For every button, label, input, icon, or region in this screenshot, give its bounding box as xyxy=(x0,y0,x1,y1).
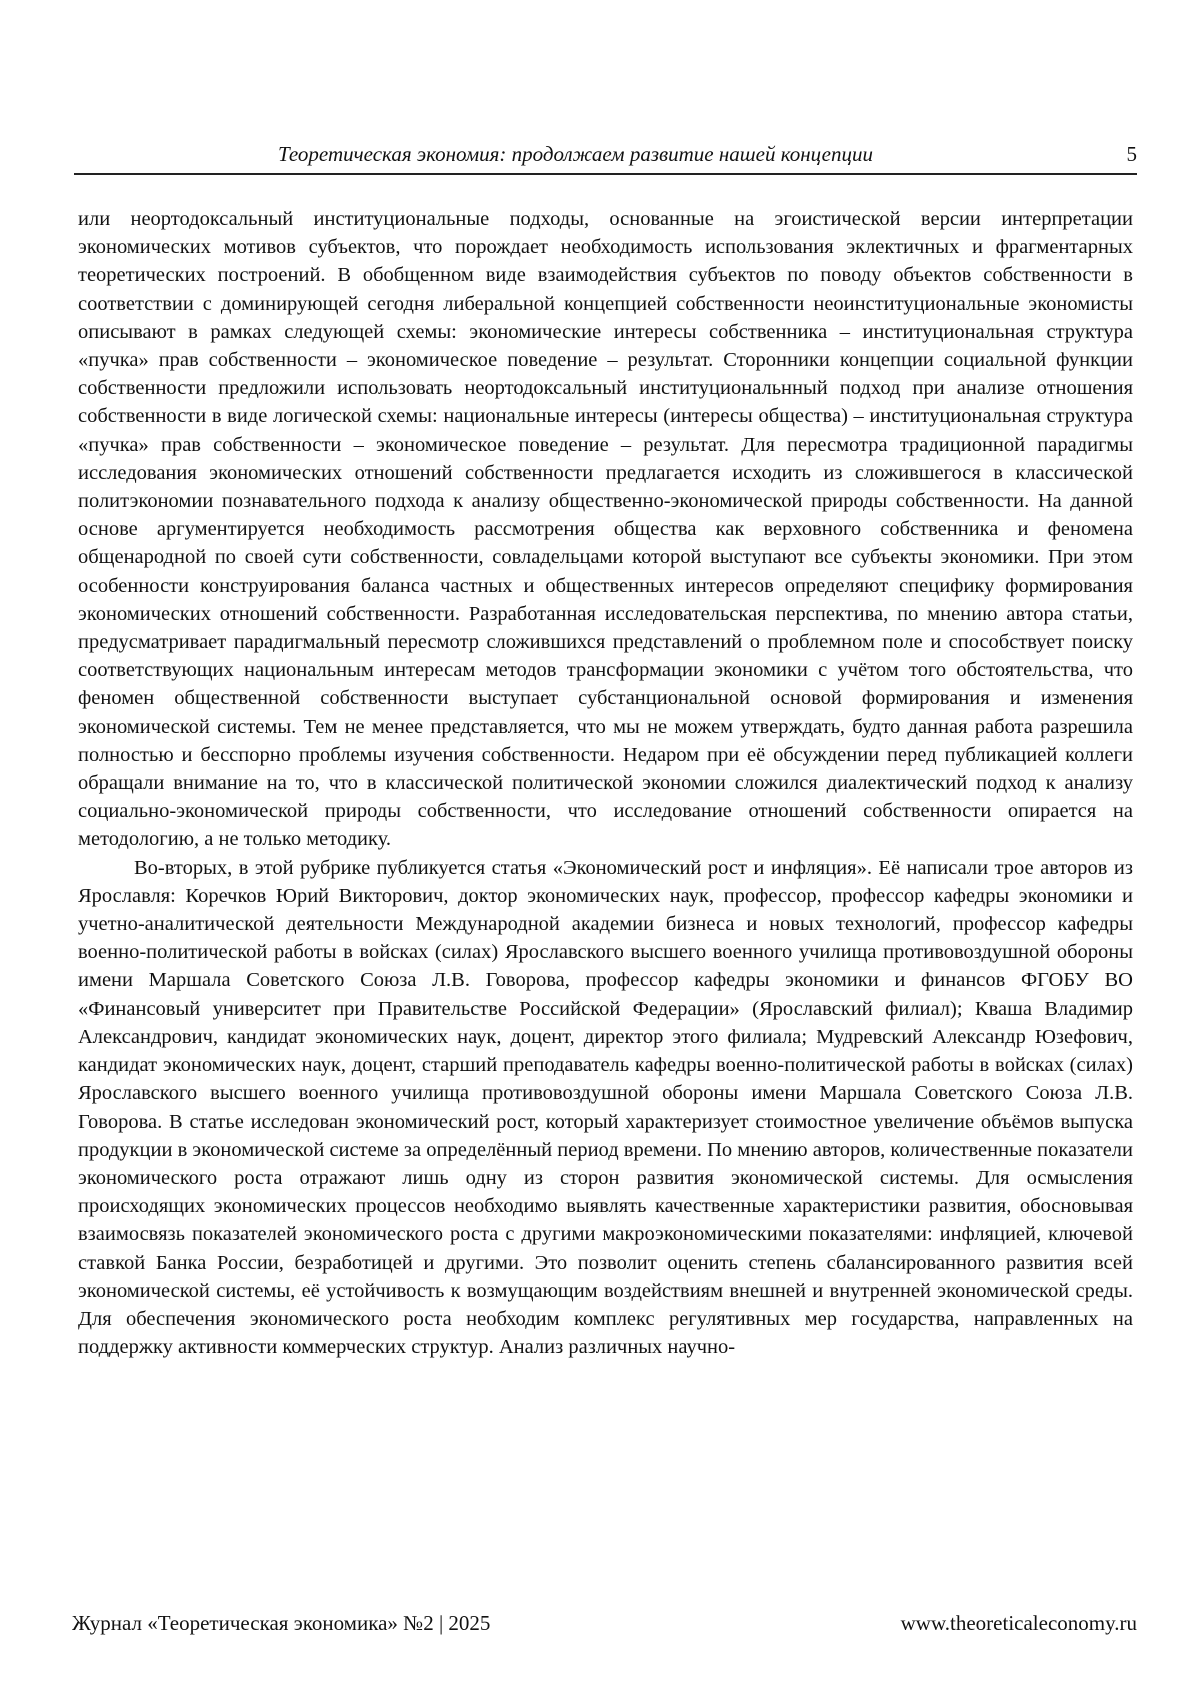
document-page xyxy=(0,0,1200,1697)
paragraph-2: Во-вторых, в этой рубрике публикуется статья «Экономический рост и инфляция». Её написали трое авторов из Ярославля: Коречков Юрий Викторович, доктор экономических наук, профессор, профессор кафедры экономики и учетно-аналитической деятельности Международной академии бизнеса и новых технологий, профессор кафедры военно-политической работы в войсках (силах) Ярославского высшего военного училища противовоздушной обороны имени Маршала Советского Союза Л.В. Говорова, профессор кафедры экономики и финансов ФГОБУ ВО «Финансовый университет при Правительстве Российской Федерации» (Ярославский филиал); Кваша Владимир Александрович, кандидат экономических наук, доцент, директор этого филиала; Мудревский Александр Юзефович, кандидат экономических наук, доцент, старший преподаватель кафедры военно-политической работы в войсках (силах) Ярославского высшего военного училища противовоздушной обороны имени Маршала Советского Союза Л.В. Говорова. В статье исследован экономический рост, который характеризует стоимостное увеличение объёмов выпуска продукции в экономической системе за определённый период времени. По мнению авторов, количественные показатели экономического роста отражают лишь одну из сторон развития экономической системы. Для осмысления происходящих экономических процессов необходимо выявлять качественные характеристики развития, обосновывая взаимосвязь показателей экономического роста с другими макроэкономическими показателями: инфляцией, ключевой ставкой Банка России, безработицей и другими. Это позволит оценить степень сбалансированного развития всей экономической системы, её устойчивость к возмущающим воздействиям внешней и внутренней экономической среды. Для обеспечения экономического роста необходим комплекс регулятивных мер государства, направленных на поддержку активности коммерческих структур. Анализ различных научно- xyxy=(78,854,1133,1362)
running-header xyxy=(74,139,1137,175)
paragraph-1: или неортодоксальный институциональные подходы, основанные на эгоистической версии интерпретации экономических мотивов субъектов, что порождает необходимость использования эклектичных и фрагментарных теоретических построений. В обобщенном виде взаимодействия субъектов по поводу объектов собственности в соответствии с доминирующей сегодня либеральной концепцией собственности неоинституциональные экономисты описывают в рамках следующей схемы: экономические интересы собственника – институциональная структура «пучка» прав собственности – экономическое поведение – результат. Сторонники концепции социальной функции собственности предложили использовать неортодоксальный институциональнный подход при анализе отношения собственности в виде логической схемы: национальные интересы (интересы общества) – институциональная структура «пучка» прав собственности – экономическое поведение – результат. Для пересмотра традиционной парадигмы исследования экономических отношений собственности предлагается исходить из сложившегося в классической политэкономии познавательного подхода к анализу общественно-экономической природы собственности. На данной основе аргументируется необходимость рассмотрения общества как верховного собственника и феномена общенародной по своей сути собственности, совладельцами которой выступают все субъекты экономики. При этом особенности конструирования баланса частных и общественных интересов определяют специфику формирования экономических отношений собственности. Разработанная исследовательская перспектива, по мнению автора статьи, предусматривает парадигмальный пересмотр сложившихся представлений о проблемном поле и способствует поиску соответствующих национальным интересам методов трансформации экономики с учётом того обстоятельства, что феномен общественной собственности выступает субстанциональной основой формирования и изменения экономической системы. Тем не менее представляется, что мы не можем утверждать, будто данная работа разрешила полностью и бесспорно проблемы изучения собственности. Недаром при её обсуждении перед публикацией коллеги обращали внимание на то, что в классической политической экономии сложился диалектический подход к анализу социально-экономической природы собственности, что исследование отношений собственности опирается на методологию, а не только методику. xyxy=(78,205,1133,854)
journal-website: www.theoreticaleconomy.ru xyxy=(901,1610,1137,1636)
running-title: Теоретическая экономия: продолжаем развитие нашей концепции xyxy=(74,141,1077,167)
journal-issue: Журнал «Теоретическая экономика» №2 | 2025 xyxy=(72,1610,490,1636)
page-number: 5 xyxy=(1127,141,1138,167)
article-body xyxy=(78,205,1133,1361)
